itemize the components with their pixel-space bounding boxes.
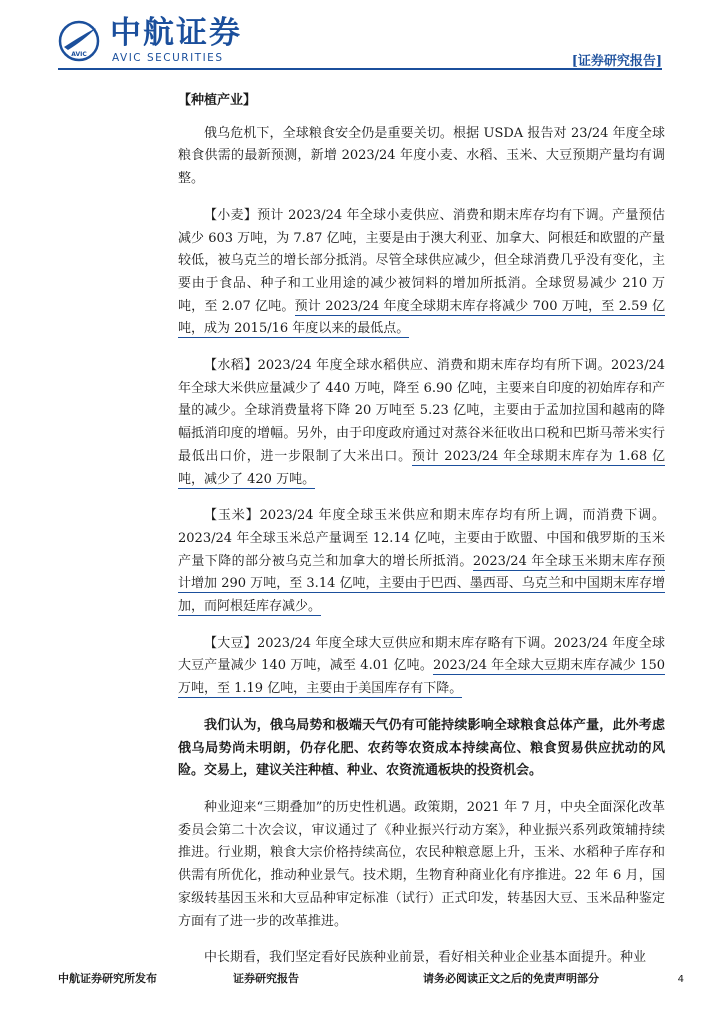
footer-publisher: 中航证券研究所发布: [58, 972, 157, 985]
seed-industry-paragraph: [178, 797, 665, 933]
corn-text: 【玉米】2023/24 年度全球玉米供应和期末库存均有所上调，而消费下调。2023/24 年全球玉米总产量调至 12.14 亿吨，主要由于欧盟、中国和俄罗斯的玉米产量下降的部分被乌克兰和加拿大的增长所抵消。: [178, 508, 665, 569]
page-header: [0, 0, 724, 80]
rice-paragraph: [178, 355, 665, 491]
intro-paragraph: [178, 123, 665, 191]
conclusion-paragraph: [178, 715, 665, 783]
wheat-paragraph: [178, 205, 665, 341]
rice-highlight: 预计 2023/24 年全球期末库存为 1.68 亿吨，减少了 420 万吨。: [178, 448, 665, 487]
conclusion-text: 我们认为，俄乌局势和极端天气仍有可能持续影响全球粮食总体产量，此外考虑俄乌局势尚未明朗，仍存化肥、农药等农资成本持续高位、粮食贸易供应扰动的风险。交易上，建议关注种植、种业、农资流通板块的投资机会。: [178, 717, 665, 779]
footer-disclaimer: 请务必阅读正文之后的免责声明部分: [423, 972, 599, 985]
report-type-label: [证券研究报告]: [571, 54, 662, 69]
logo-text: AVIC: [71, 51, 87, 58]
page-number: 4: [677, 974, 684, 985]
brand-name: 中航证券: [110, 15, 242, 51]
avic-logo-icon: [58, 20, 100, 62]
section-title: 【种植产业】: [178, 93, 257, 108]
outlook-paragraph: [178, 947, 665, 970]
brand-name-en: AVIC SECURITIES: [112, 52, 224, 64]
outlook-text: 中长期看，我们坚定看好民族种业前景，看好相关种业企业基本面提升。种业: [204, 950, 647, 966]
seed-industry-text: 种业迎来“三期叠加”的历史性机遇。政策期，2021 年 7 月，中央全面深化改革委员会第二十次会议，审议通过了《种业振兴行动方案》，种业振兴系列政策辅持续推进。行业期，粮食大宗价格持续高位，农民种粮意愿上升，玉米、水稻种子库存和供需有所优化，推动种业景气。技术期，生物育种商业化有序推进。22 年 6 月，国家级转基因玉米和大豆品种审定标准（试行）正式印发，转基因大豆、玉米品种鉴定方面有了进一步的改革推进。: [178, 799, 665, 929]
wheat-text: 【小麦】预计 2023/24 年全球小麦供应、消费和期末库存均有下调。产量预估减少 603 万吨，为 7.87 亿吨，主要是由于澳大利亚、加拿大、阿根廷和欧盟的产量较低，被乌克兰的增长部分抵消。尽管全球供应减少，但全球消费几乎没有变化，主要由于食品、种子和工业用途的减少被饲料的增加所抵消。全球贸易减少 210 万吨，至 2.07 亿吨。: [178, 207, 665, 314]
corn-paragraph: [178, 505, 665, 619]
corn-highlight: 2023/24 年全球玉米期末库存预计增加 290 万吨，至 3.14 亿吨，主要由于巴西、墨西哥、乌克兰和中国期末库存增加，而阿根廷库存减少。: [178, 553, 665, 615]
soybean-paragraph: [178, 633, 665, 701]
wheat-highlight: 预计 2023/24 年度全球期末库存将减少 700 万吨，至 2.59 亿吨，成为 2015/16 年度以来的最低点。: [178, 298, 665, 337]
footer-report-type: 证券研究报告: [233, 972, 299, 985]
intro-text: 俄乌危机下，全球粮食安全仍是重要关切。根据 USDA 报告对 23/24 年度全球粮食供需的最新预测，新增 2023/24 年度小麦、水稻、玉米、大豆预期产量均有调整。: [178, 125, 665, 187]
rice-text: 【水稻】2023/24 年度全球水稻供应、消费和期末库存均有所下调。2023/24 年全球大米供应量减少了 440 万吨，降至 6.90 亿吨，主要来自印度的初始库存和产量的减少。全球消费量将下降 20 万吨至 5.23 亿吨，主要由于孟加拉国和越南的降幅抵消印度的增幅。另外，由于印度政府通过对蒸谷米征收出口税和巴斯马蒂米实行最低出口价，进一步限制了大米出口。: [178, 358, 665, 464]
header-divider: [58, 68, 662, 70]
soybean-highlight: 2023/24 年全球大豆期末库存减少 150 万吨，至 1.19 亿吨，主要由于美国库存有下降。: [178, 658, 665, 697]
report-body: [178, 90, 665, 984]
soybean-text: 【大豆】2023/24 年度全球大豆供应和期末库存略有下调。2023/24 年度全球大豆产量减少 140 万吨，减至 4.01 亿吨。: [178, 635, 665, 674]
page-footer: [58, 970, 684, 994]
